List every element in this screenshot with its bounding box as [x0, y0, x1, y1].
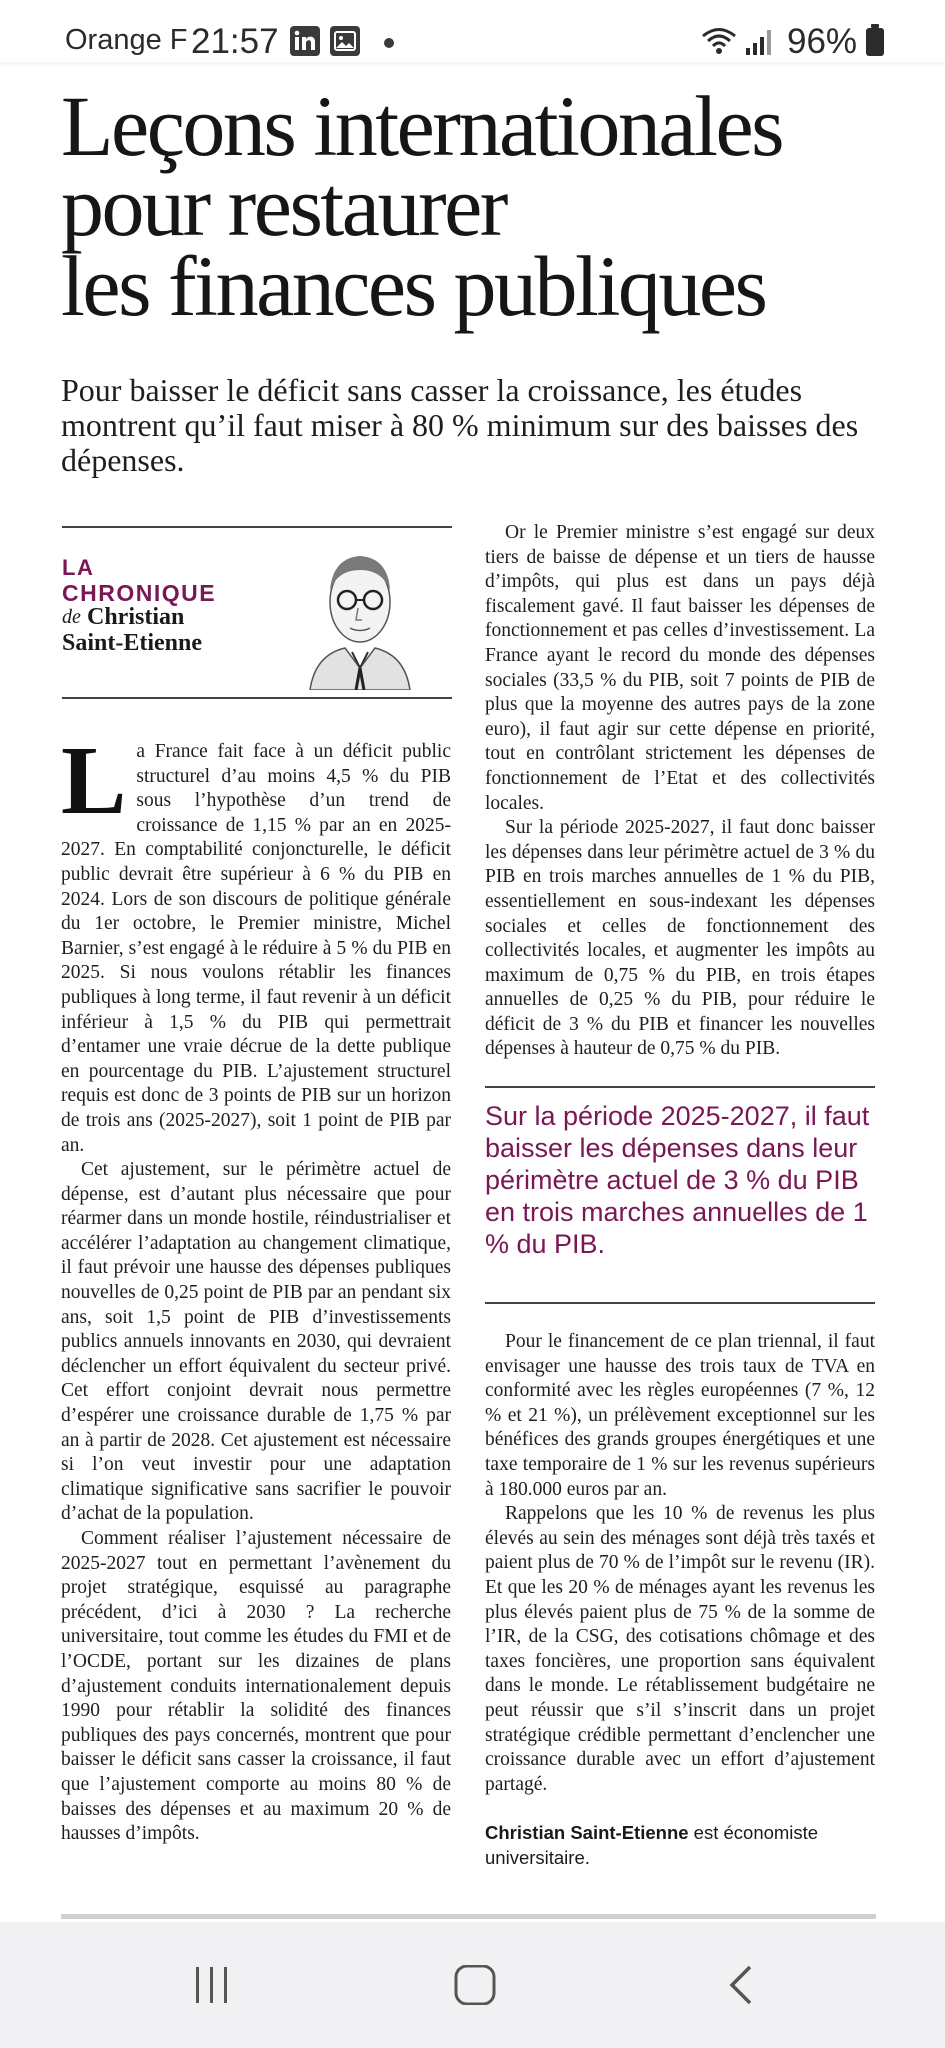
- back-icon: [720, 1965, 764, 2005]
- author-signature: [485, 1820, 875, 1870]
- author-portrait-illustration: [300, 540, 420, 690]
- paragraph: Comment réaliser l’ajustement nécessaire de 2025-2027 tout en permettant l’avènement du projet stratégique, esquissé au paragraphe précédent, d’ici à 2030 ? La recherche universitaire, tout comme les études du FMI et de l’OCDE, portant sur les dizaines de plans d’ajustement conduits internationalement depuis 1990 pour rétablir la solidité des finances publiques des pays concernés, montrent que pour baisser le déficit sans casser la croissance, il faut que l’ajustement comporte au moins 80 % de baisses des dépenses et au maximum 20 % de hausses d’impôts.: [61, 1528, 451, 1845]
- battery-icon: [866, 28, 884, 56]
- home-icon: [453, 1965, 497, 2005]
- title-line-2: pour restaurer: [61, 158, 506, 254]
- home-button[interactable]: [423, 1922, 523, 2048]
- chronique-de: de: [62, 606, 81, 628]
- drop-cap: L: [61, 727, 127, 835]
- paragraph: Cet ajustement, sur le périmètre actuel de dépense, est d’autant plus nécessaire que pour réarmer dans un monde hostile, réindustrialiser et accélérer l’adaptation au changement climatique, il faut prévoir une hausse des dépenses publiques nouvelles de 0,25 point de PIB par an pendant six ans, soit 1,5 point de PIB d’investissements publics annuels innovants en 2030, qui devraient déclencher un effort équivalent du secteur privé. Cet effort conjoint devrait nous permettre d’espérer une croissance durable de 1,75 % par an à partir de 2028. Cet ajustement est nécessaire si l’on veut investir pour une adaptation climatique significative sans sacrifier le pouvoir d’achat de la population.: [61, 1159, 451, 1525]
- signal-icon: [744, 28, 774, 56]
- chronique-top-rule: [62, 526, 452, 528]
- wifi-icon: [700, 26, 738, 56]
- article-column-right-bottom: [485, 1330, 875, 1797]
- signature-role: est économiste universitaire.: [485, 1822, 819, 1868]
- title-line-3: les finances publiques: [61, 238, 766, 334]
- article-lede: Pour baisser le déficit sans casser la croissance, les études montrent qu’il faut miser à 80 % minimum sur des baisses des dépenses.: [61, 372, 859, 478]
- gallery-icon: [330, 26, 360, 56]
- back-button[interactable]: [690, 1922, 790, 2048]
- chronique-bottom-rule: [62, 697, 452, 699]
- notification-dot: [384, 38, 394, 48]
- article-column-right-top: [485, 521, 875, 1062]
- pull-quote-bottom-rule: [485, 1302, 875, 1304]
- title-line-1: Leçons internationales: [61, 78, 783, 174]
- status-bar: [0, 0, 945, 62]
- article-column-left: [61, 727, 451, 1847]
- carrier-name: Orange F: [65, 24, 188, 56]
- pull-quote: Sur la période 2025-2027, il faut baisser les dépenses dans leur périmètre actuel de 3 % du PIB en trois marches annuelles de 1 % du PIB.: [485, 1101, 870, 1259]
- battery-percent: 96%: [787, 22, 858, 61]
- chronique-author-first: Christian: [87, 604, 185, 630]
- chronique-author-last: Saint-Etienne: [62, 630, 203, 656]
- recent-apps-button[interactable]: [160, 1922, 260, 2048]
- chronique-label: CHRONIQUE: [62, 580, 217, 606]
- recent-apps-icon: [190, 1965, 234, 2005]
- scroll-divider: [61, 1914, 876, 1919]
- article-title: [61, 78, 901, 334]
- chronique-label-la: LA: [62, 555, 95, 580]
- paragraph: Pour le financement de ce plan triennal, il faut envisager une hausse des trois taux de TVA en conformité avec les règles européennes (7 %, 12 % et 21 %), un prélèvement exceptionnel sur les bénéfices des grands groupes énergétiques et une taxe temporaire de 1 % sur les revenus supérieurs à 180.000 euros par an.: [485, 1331, 875, 1500]
- linkedin-icon: [290, 26, 320, 56]
- clock: 21:57: [191, 22, 279, 61]
- paragraph: Sur la période 2025-2027, il faut donc baisser les dépenses dans leur périmètre actuel de 3 % du PIB en trois marches annuelles de 1 % du PIB, essentiellement en sous-indexant les dépenses sociales et celles de fonctionnement des collectivités locales, et augmenter les impôts au maximum de 0,75 % du PIB, en trois étapes annuelles de 0,25 % du PIB, pour réduire le déficit de 3 % du PIB et financer les nouvelles dépenses à hauteur de 0,75 % du PIB.: [485, 817, 875, 1060]
- navigation-bar: [0, 1922, 945, 2048]
- signature-name: Christian Saint-Etienne: [485, 1822, 689, 1843]
- paragraph: Or le Premier ministre s’est engagé sur deux tiers de baisse de dépense et un tiers de hausse d’impôts, qui plus est dans un pays déjà fiscalement gavé. Il faut baisser les dépenses de fonctionnement et pas celles d’investissement. La France ayant le record du monde des dépenses sociales (33,5 % du PIB, soit 7 points de PIB de plus que la moyenne des autres pays de la zone euro), il faut agir sur cette dépense en priorité, tout en contrôlant strictement les dépenses de fonctionnement de l’Etat et des collectivités locales.: [485, 522, 875, 814]
- paragraph: La France fait face à un déficit public structurel d’au moins 4,5 % du PIB sous l’hypothèse d’un trend de croissance de 1,15 % par an en 2025-2027. En comptabilité conjoncturelle, le déficit public devrait être supérieur à 6 % du PIB en 2024. Lors de son discours de politique générale du 1er octobre, le Premier ministre, Michel Barnier, s’est engagé à le réduire à 5 % du PIB en 2025. Si nous voulons rétablir les finances publiques à long terme, il faut revenir à un déficit inférieur à 1,5 % du PIB qui permettrait d’entamer une vraie décrue de la dette publique en pourcentage du PIB. L’ajustement structurel requis est donc de 3 points de PIB sur un horizon de trois ans (2025-2027), soit 1 point de PIB par an.: [61, 727, 451, 1156]
- paragraph: Rappelons que les 10 % de revenus les plus élevés au sein des ménages sont déjà très taxés et paient plus de 70 % de l’impôt sur le revenu (IR). Et que les 20 % de ménages ayant les revenus les plus élevés paient plus de 75 % de la somme de l’IR, de la CSG, des cotisations chômage et des taxes foncières, une proportion sans équivalent dans le monde. Le rétablissement budgétaire ne peut réussir que s’il s’inscrit dans un projet stratégique crédible permettant d’enclencher une croissance durable avec un effort d’ajustement partagé.: [485, 1503, 875, 1795]
- pull-quote-top-rule: [485, 1086, 875, 1088]
